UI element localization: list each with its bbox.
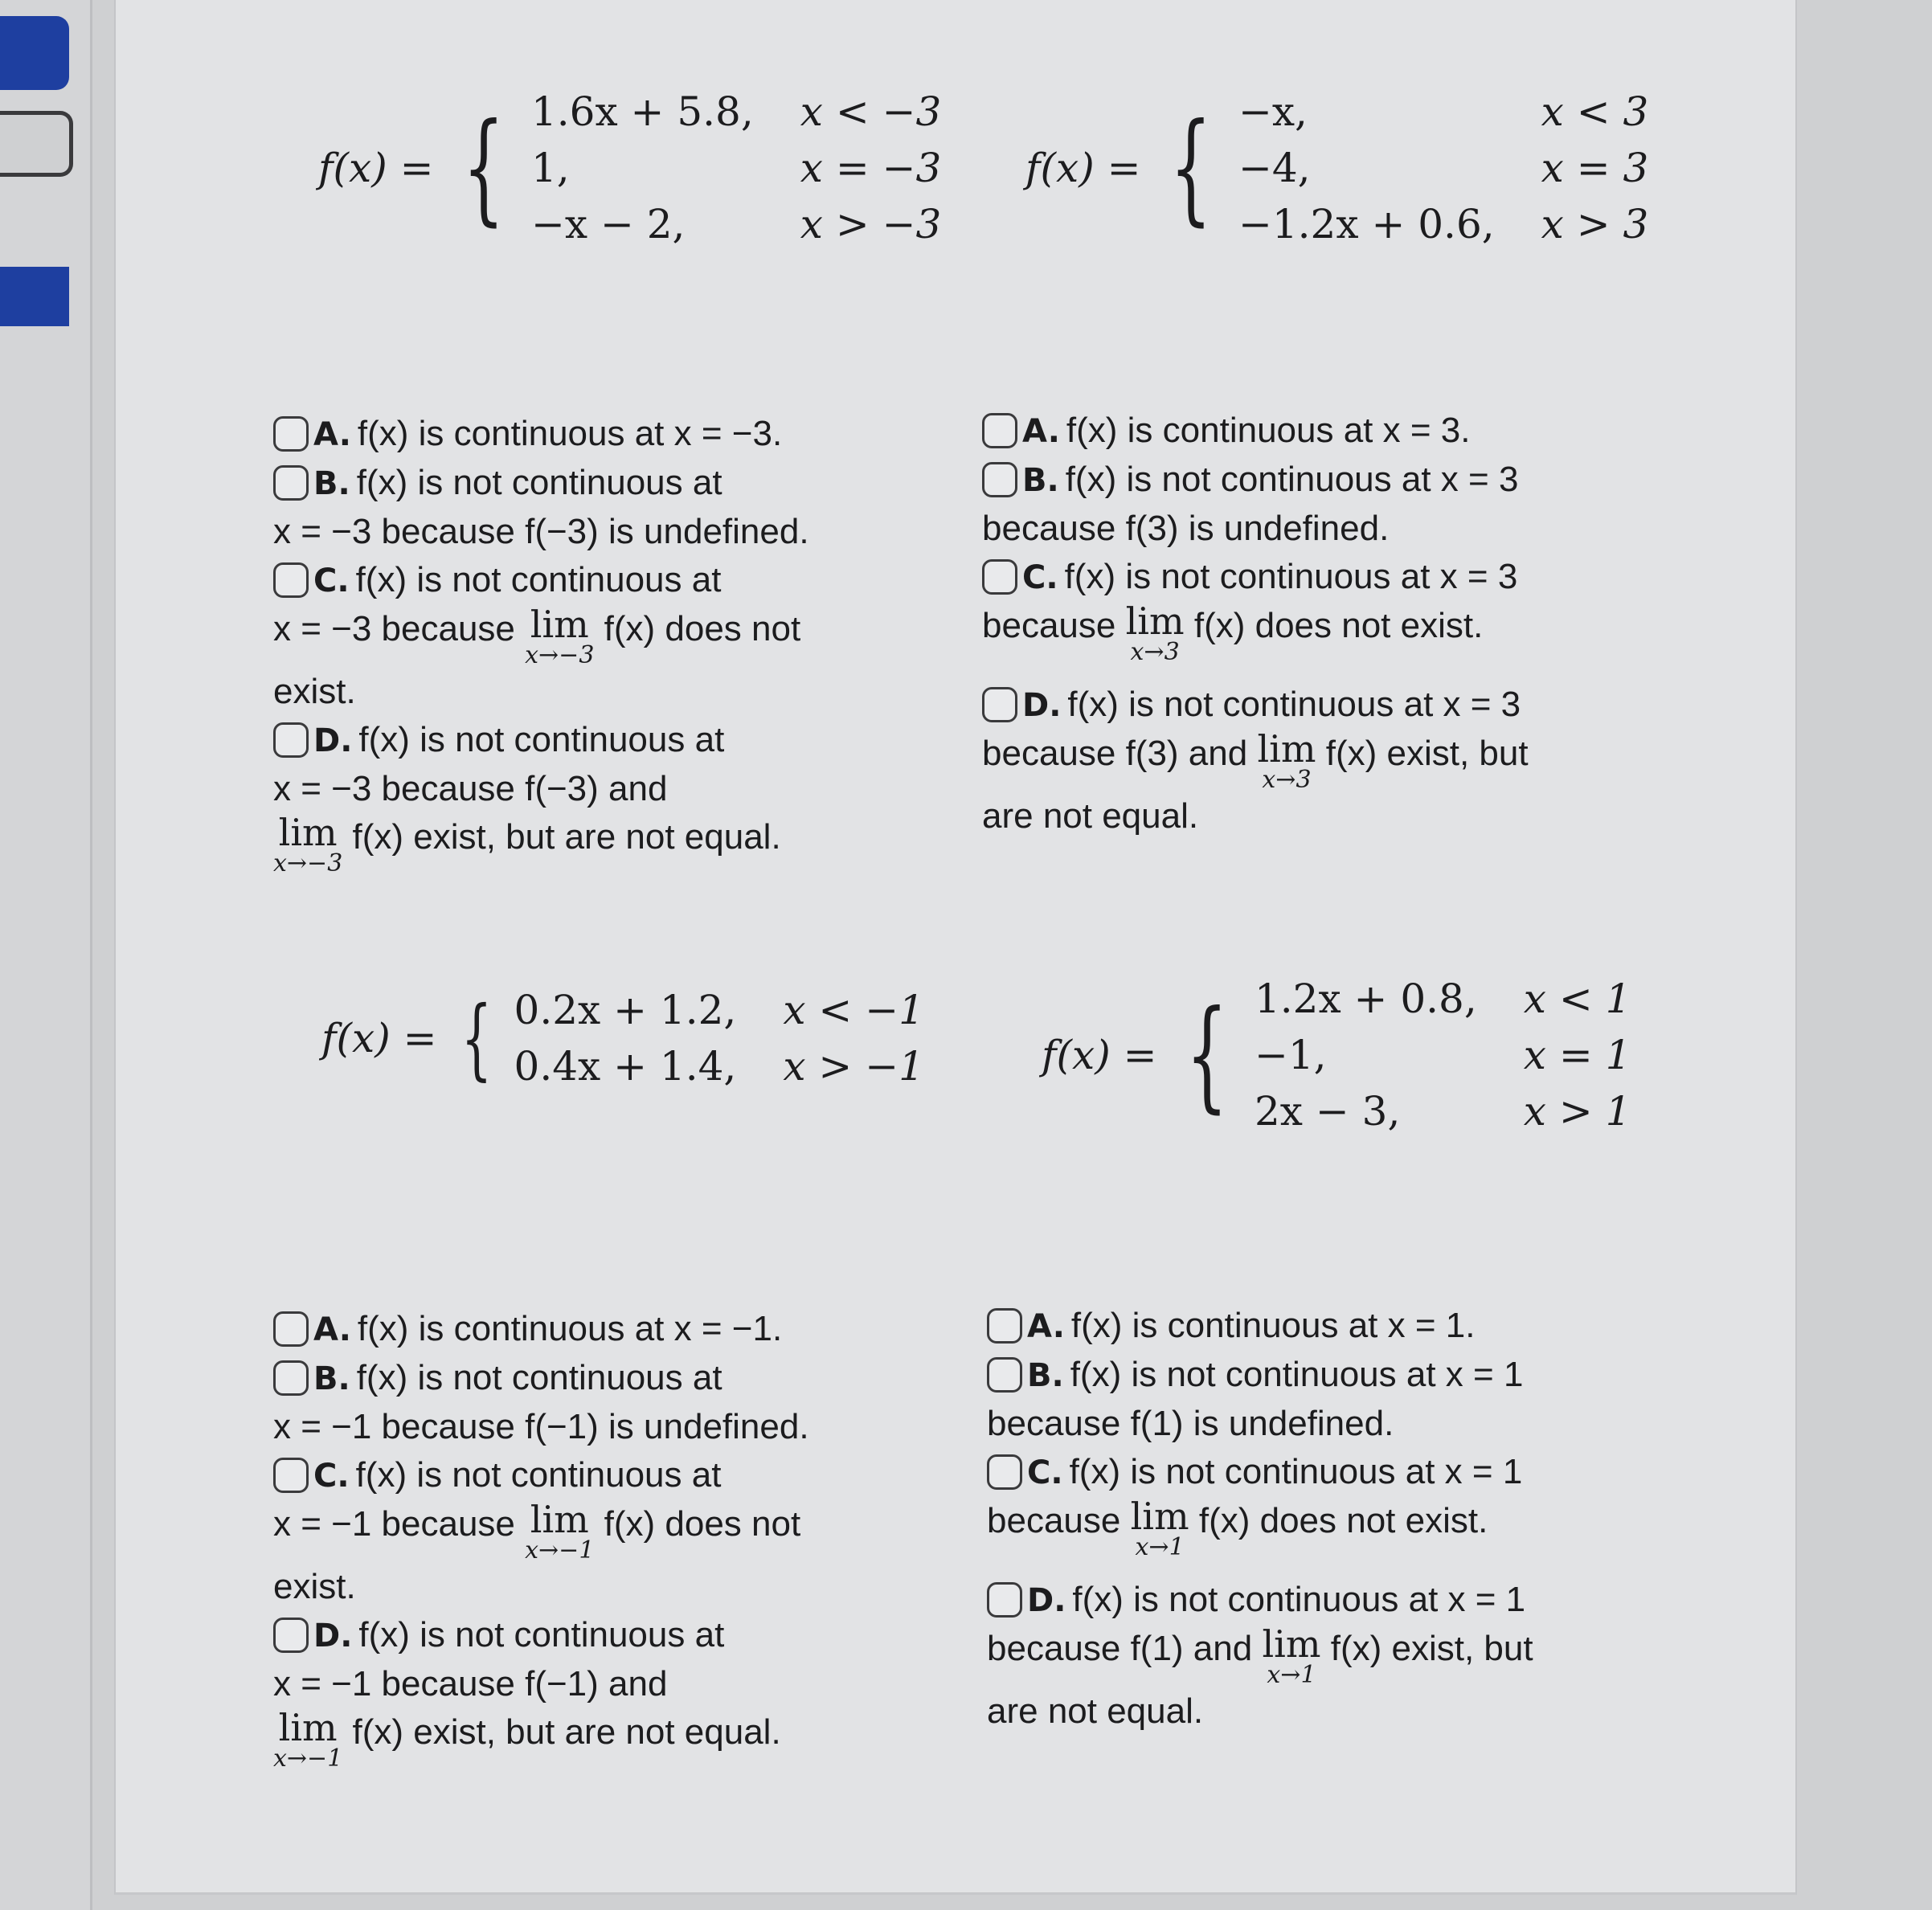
function-label: f(x) = (1042, 1032, 1157, 1078)
option-text: f(x) is not continuous at (355, 560, 722, 599)
case-expression: 0.2x + 1.2, (514, 987, 737, 1033)
option-letter: B. (1022, 462, 1059, 499)
option-letter: C. (313, 562, 350, 599)
option-text: f(x) is not continuous at x = 1 (1070, 1355, 1524, 1394)
option-c[interactable] (987, 1448, 1678, 1560)
option-text: f(x) exist, but are not equal. (342, 1712, 781, 1752)
case-expression: −1, (1254, 1032, 1327, 1078)
option-letter: A. (313, 1311, 351, 1348)
option-text: x = −3 because f(−3) is undefined. (273, 512, 809, 551)
checkbox[interactable] (987, 1357, 1022, 1393)
option-text: f(x) is continuous at x = −3. (357, 414, 783, 453)
checkbox[interactable] (273, 1311, 309, 1347)
option-text: f(x) is not continuous at x = 3 (1065, 460, 1519, 499)
option-letter: B. (313, 1360, 350, 1397)
option-c[interactable] (273, 556, 948, 716)
checkbox[interactable] (273, 1618, 309, 1653)
option-text: because (982, 606, 1126, 645)
case-condition: x > −1 (783, 1043, 924, 1090)
case-expression: 1.6x + 5.8, (530, 88, 754, 135)
limit-expression (273, 1708, 342, 1771)
sidebar (0, 0, 92, 1910)
option-text: f(x) is not continuous at (358, 720, 725, 759)
limit-expression (1125, 599, 1185, 666)
option-b[interactable] (982, 456, 1673, 553)
option-letter: B. (1027, 1357, 1064, 1394)
function-label: f(x) = (1025, 145, 1141, 191)
option-letter: D. (313, 1618, 353, 1654)
option-text: x = −1 because f(−1) is undefined. (273, 1407, 809, 1446)
case-condition: x = 1 (1523, 1032, 1631, 1078)
function-definition-4 (1042, 975, 1631, 1135)
option-text: exist. (273, 672, 356, 711)
limit-subscript: x→−1 (273, 1744, 343, 1773)
case-expression: −4, (1238, 145, 1311, 191)
brace: { (1169, 98, 1212, 238)
option-letter: C. (1022, 559, 1058, 596)
limit-subscript: x→−1 (525, 1536, 595, 1564)
option-d[interactable] (982, 681, 1673, 840)
option-letter: C. (1027, 1454, 1063, 1491)
option-b[interactable] (987, 1351, 1678, 1448)
option-a[interactable] (273, 410, 948, 459)
option-text: because f(3) is undefined. (982, 509, 1390, 548)
brace: { (460, 987, 492, 1090)
answer-options-3 (273, 1305, 948, 1771)
case-expression: 0.4x + 1.4, (514, 1043, 737, 1090)
option-d[interactable] (273, 1611, 948, 1771)
option-text: f(x) is not continuous at (356, 463, 722, 502)
limit-operator: lim (278, 1706, 338, 1749)
function-definition-3 (321, 987, 924, 1090)
option-d[interactable] (273, 716, 948, 876)
option-letter: A. (313, 416, 351, 453)
option-text: x = −3 because f(−3) and (273, 769, 668, 808)
piecewise-cases (531, 88, 941, 247)
checkbox[interactable] (273, 722, 309, 758)
case-expression: −x, (1238, 88, 1308, 135)
checkbox[interactable] (987, 1308, 1022, 1344)
limit-operator: lim (530, 603, 589, 646)
option-text: f(x) does not exist. (1184, 606, 1484, 645)
limit-expression (525, 1500, 594, 1563)
option-text: f(x) does not (594, 1504, 801, 1544)
option-text: f(x) is not continuous at x = 3 (1064, 557, 1518, 596)
piecewise-cases (1238, 88, 1648, 247)
option-letter: A. (1027, 1308, 1065, 1345)
option-text: f(x) is not continuous at x = 1 (1072, 1580, 1526, 1619)
function-definition-2 (1025, 88, 1648, 247)
case-expression: 2x − 3, (1254, 1088, 1401, 1135)
checkbox[interactable] (273, 1458, 309, 1493)
case-condition: x < −3 (800, 88, 942, 135)
option-c[interactable] (982, 553, 1673, 665)
case-condition: x > 3 (1541, 201, 1649, 247)
option-b[interactable] (273, 1354, 948, 1451)
limit-subscript: x→3 (1262, 766, 1312, 794)
answer-options-1 (273, 410, 948, 876)
option-text: f(x) is not continuous at (355, 1455, 722, 1495)
limit-operator: lim (278, 811, 338, 854)
answer-options-4 (987, 1302, 1678, 1736)
option-text: x = −3 because (273, 609, 526, 648)
option-c[interactable] (273, 1451, 948, 1611)
checkbox[interactable] (987, 1582, 1022, 1618)
limit-operator: lim (1130, 1495, 1189, 1538)
checkbox[interactable] (982, 687, 1017, 722)
option-text: f(x) does not (594, 609, 801, 648)
limit-expression (1257, 727, 1316, 794)
option-text: because f(1) and (987, 1629, 1263, 1668)
limit-subscript: x→1 (1267, 1661, 1316, 1689)
option-text: are not equal. (982, 796, 1199, 836)
option-text: f(x) exist, but (1316, 734, 1529, 773)
option-text: f(x) does not exist. (1189, 1501, 1488, 1540)
case-condition: x < 1 (1523, 975, 1631, 1022)
function-definition-1 (318, 88, 941, 247)
limit-operator: lim (1257, 727, 1316, 771)
limit-operator: lim (530, 1498, 589, 1541)
option-b[interactable] (273, 459, 948, 556)
option-letter: D. (1027, 1582, 1066, 1619)
option-text: f(x) is continuous at x = 1. (1070, 1306, 1476, 1345)
option-a[interactable] (982, 407, 1673, 456)
case-expression: −x − 2, (530, 201, 686, 247)
limit-subscript: x→3 (1130, 638, 1180, 666)
option-a[interactable] (987, 1302, 1678, 1351)
checkbox[interactable] (982, 413, 1017, 448)
option-letter: B. (313, 465, 350, 502)
case-condition: x = 3 (1541, 145, 1649, 191)
limit-expression (1262, 1622, 1321, 1689)
checkbox[interactable] (273, 465, 309, 501)
option-text: exist. (273, 1567, 356, 1606)
option-text: f(x) is continuous at x = −1. (357, 1309, 783, 1348)
limit-subscript: x→−3 (525, 641, 595, 669)
case-condition: x > −3 (800, 201, 942, 247)
option-text: f(x) is not continuous at (356, 1358, 722, 1397)
answer-options-2 (982, 407, 1673, 840)
option-text: because f(1) is undefined. (987, 1404, 1394, 1443)
option-text: because f(3) and (982, 734, 1258, 773)
limit-subscript: x→1 (1135, 1533, 1185, 1561)
sidebar-tab-1[interactable] (0, 16, 69, 90)
checkbox[interactable] (982, 462, 1017, 497)
case-condition: x < −1 (783, 987, 924, 1033)
piecewise-cases (514, 987, 924, 1090)
limit-expression (1131, 1497, 1189, 1560)
option-text: f(x) is not continuous at x = 1 (1069, 1452, 1523, 1491)
checkbox[interactable] (982, 559, 1017, 595)
option-text: f(x) exist, but (1320, 1629, 1533, 1668)
case-expression: −1.2x + 0.6, (1238, 201, 1495, 247)
function-label: f(x) = (318, 145, 434, 191)
option-text: x = −1 because (273, 1504, 526, 1544)
limit-expression (273, 813, 342, 876)
case-condition: x = −3 (800, 145, 942, 191)
option-text: f(x) is continuous at x = 3. (1066, 411, 1471, 450)
case-expression: 1, (530, 145, 570, 191)
option-text: f(x) is not continuous at (358, 1615, 725, 1654)
option-text: x = −1 because f(−1) and (273, 1664, 668, 1703)
sidebar-tab-2[interactable] (0, 111, 73, 177)
limit-expression (525, 605, 594, 668)
option-d[interactable] (987, 1576, 1678, 1736)
option-text: are not equal. (987, 1691, 1204, 1731)
case-condition: x > 1 (1523, 1088, 1631, 1135)
option-letter: D. (313, 722, 353, 759)
brace: { (1185, 985, 1228, 1125)
limit-operator: lim (1125, 599, 1185, 643)
option-letter: C. (313, 1458, 350, 1495)
option-text: f(x) exist, but are not equal. (342, 817, 781, 857)
case-expression: 1.2x + 0.8, (1254, 975, 1477, 1022)
option-text: f(x) is not continuous at x = 3 (1067, 685, 1521, 724)
limit-operator: lim (1262, 1622, 1321, 1666)
function-label: f(x) = (321, 1015, 437, 1061)
checkbox[interactable] (273, 1360, 309, 1396)
option-letter: D. (1022, 687, 1062, 724)
limit-subscript: x→−3 (273, 849, 343, 877)
option-a[interactable] (273, 1305, 948, 1354)
case-condition: x < 3 (1541, 88, 1649, 135)
option-letter: A. (1022, 413, 1060, 450)
checkbox[interactable] (273, 416, 309, 452)
sidebar-tab-3[interactable] (0, 267, 69, 326)
piecewise-cases (1255, 975, 1631, 1135)
brace: { (461, 98, 505, 238)
option-text: because (987, 1501, 1131, 1540)
checkbox[interactable] (987, 1454, 1022, 1490)
checkbox[interactable] (273, 562, 309, 598)
